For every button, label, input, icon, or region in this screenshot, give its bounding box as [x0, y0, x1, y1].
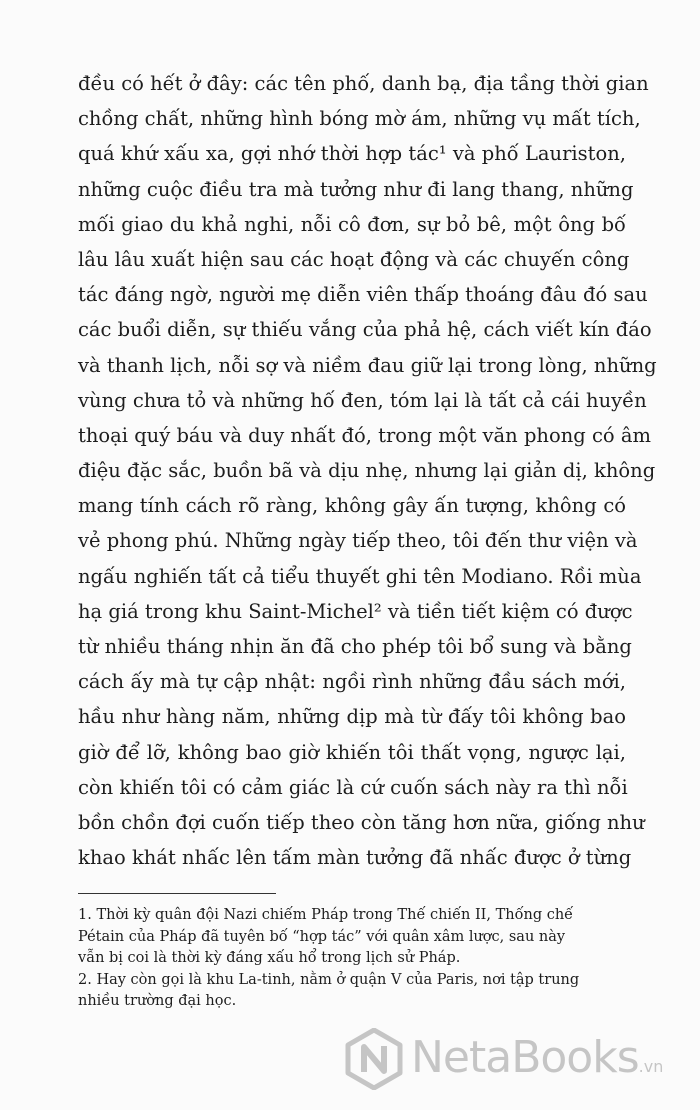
netabooks-watermark [345, 1028, 685, 1090]
text-line: mối giao du khả nghi, nỗi cô đơn, sự bỏ bê, một ông bố [78, 212, 626, 236]
body-text [78, 66, 657, 875]
text-line: chồng chất, những hình bóng mờ ám, những vụ mất tích, [78, 107, 641, 131]
footnote-line: nhiều trường đại học. [78, 993, 237, 1009]
text-line: khao khát nhấc lên tấm màn tưởng đã nhấc được ở từng [78, 846, 632, 870]
text-line: ngấu nghiến tất cả tiểu thuyết ghi tên Modiano. Rồi mùa [78, 564, 642, 588]
text-line: hầu như hàng năm, những dịp mà từ đấy tôi không bao [78, 705, 626, 729]
text-line: lâu lâu xuất hiện sau các hoạt động và các chuyến công [78, 247, 630, 271]
text-line: giờ để lỡ, không bao giờ khiến tôi thất vọng, ngược lại, [78, 740, 626, 764]
text-line: thoại quý báu và duy nhất đó, trong một văn phong có âm [78, 423, 651, 447]
text-line: mang tính cách rõ ràng, không gây ấn tượng, không có [78, 494, 626, 518]
text-line: quá khứ xấu xa, gợi nhớ thời hợp tác¹ và phố Lauriston, [78, 142, 626, 166]
watermark-text [411, 1032, 663, 1093]
footnote-line: vẫn bị coi là thời kỳ đáng xấu hổ trong lịch sử Pháp. [78, 950, 461, 966]
text-line: những cuộc điều tra mà tưởng như đi lang thang, những [78, 177, 634, 201]
text-line: vẻ phong phú. Những ngày tiếp theo, tôi đến thư viện và [78, 529, 638, 553]
footnote-2 [78, 970, 626, 1013]
footnote-line: 1. Thời kỳ quân đội Nazi chiếm Pháp trong Thế chiến II, Thống chế [78, 907, 574, 923]
text-line: tác đáng ngờ, người mẹ diễn viên thấp thoáng đâu đó sau [78, 283, 648, 307]
text-line: và thanh lịch, nỗi sợ và niềm đau giữ lại trong lòng, những [78, 353, 657, 377]
footnote-divider [78, 893, 276, 894]
watermark-brand: NetaBooks [411, 1032, 639, 1083]
footnote-line: 2. Hay còn gọi là khu La-tinh, nằm ở quận V của Paris, nơi tập trung [78, 971, 580, 988]
text-line: hạ giá trong khu Saint-Michel² và tiền tiết kiệm có được [78, 599, 633, 623]
text-line: đều có hết ở đây: các tên phố, danh bạ, địa tầng thời gian [78, 72, 649, 95]
text-line: bồn chồn đợi cuốn tiếp theo còn tăng hơn nữa, giống như [78, 810, 645, 834]
footnote-1 [78, 905, 626, 970]
text-line: điệu đặc sắc, buồn bã và dịu nhẹ, nhưng lại giản dị, không [78, 459, 656, 483]
text-line: còn khiến tôi có cảm giác là cứ cuốn sách này ra thì nỗi [78, 775, 628, 799]
footnote-line: Pétain của Pháp đã tuyên bố “hợp tác” với quân xâm lược, sau này [78, 928, 566, 945]
text-line: vùng chưa tỏ và những hố đen, tóm lại là tất cả cái huyền [78, 388, 647, 412]
netabooks-logo-icon [345, 1028, 403, 1090]
text-line: cách ấy mà tự cập nhật: ngồi rình những đầu sách mới, [78, 670, 626, 694]
watermark-suffix: .vn [638, 1057, 664, 1076]
text-line: các buổi diễn, sự thiếu vắng của phả hệ, cách viết kín đáo [78, 318, 652, 342]
text-line: từ nhiều tháng nhịn ăn đã cho phép tôi bổ sung và bằng [78, 635, 632, 658]
footnotes [78, 905, 626, 1013]
